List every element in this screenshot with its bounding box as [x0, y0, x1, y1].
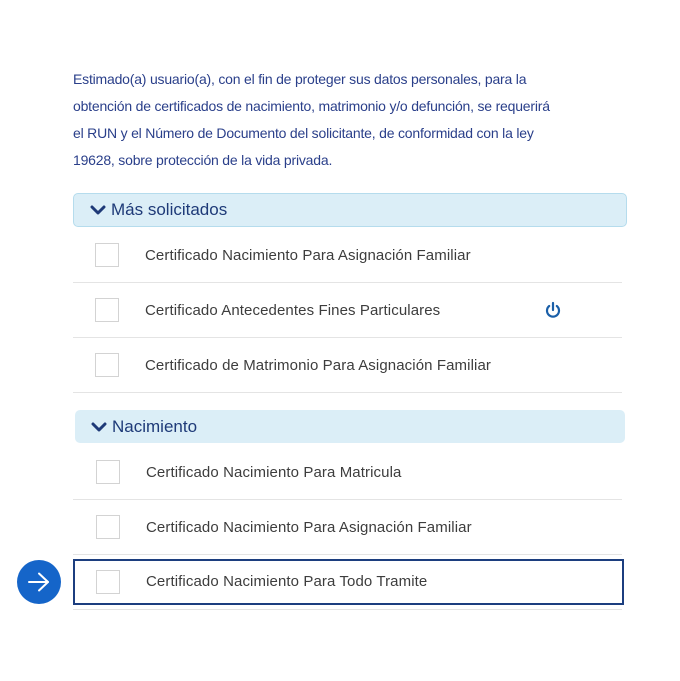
item-checkbox[interactable]: [95, 243, 119, 267]
item-label: Certificado Nacimiento Para Matricula: [146, 464, 402, 481]
item-label: Certificado de Matrimonio Para Asignación Familiar: [145, 357, 491, 374]
intro-text: [73, 66, 633, 174]
item-label: Certificado Nacimiento Para Asignación Familiar: [146, 519, 472, 536]
arrow-right-icon: [26, 571, 52, 593]
item-label: Certificado Antecedentes Fines Particulares: [145, 302, 441, 319]
intro-line: 19628, sobre protección de la vida privada.: [73, 152, 333, 168]
list-item[interactable]: [73, 284, 622, 338]
divider: [73, 609, 622, 610]
item-checkbox[interactable]: [95, 353, 119, 377]
item-checkbox[interactable]: [96, 515, 120, 539]
section-header-mas-solicitados[interactable]: [73, 193, 627, 227]
list-item[interactable]: [73, 446, 622, 500]
item-label: Certificado Nacimiento Para Asignación Familiar: [145, 247, 471, 264]
list-item[interactable]: [73, 339, 622, 393]
intro-line: obtención de certificados de nacimiento, matrimonio y/o defunción, se requerirá: [73, 98, 550, 114]
list-item-focused[interactable]: [73, 559, 624, 605]
intro-line: Estimado(a) usuario(a), con el fin de proteger sus datos personales, para la: [73, 71, 527, 87]
section-title: Más solicitados: [111, 200, 228, 219]
power-icon[interactable]: [544, 301, 562, 319]
list-item[interactable]: [73, 229, 622, 283]
chevron-down-icon: [91, 421, 107, 433]
intro-line: el RUN y el Número de Documento del solicitante, de conformidad con la ley: [73, 125, 534, 141]
item-checkbox[interactable]: [96, 460, 120, 484]
item-checkbox[interactable]: [96, 570, 120, 594]
pointer-arrow-button[interactable]: [17, 560, 61, 604]
item-label: Certificado Nacimiento Para Todo Tramite: [146, 573, 428, 590]
section-title: Nacimiento: [112, 416, 198, 436]
chevron-down-icon: [90, 204, 106, 216]
list-item[interactable]: [73, 501, 622, 555]
section-header-nacimiento[interactable]: [75, 410, 625, 443]
item-checkbox[interactable]: [95, 298, 119, 322]
